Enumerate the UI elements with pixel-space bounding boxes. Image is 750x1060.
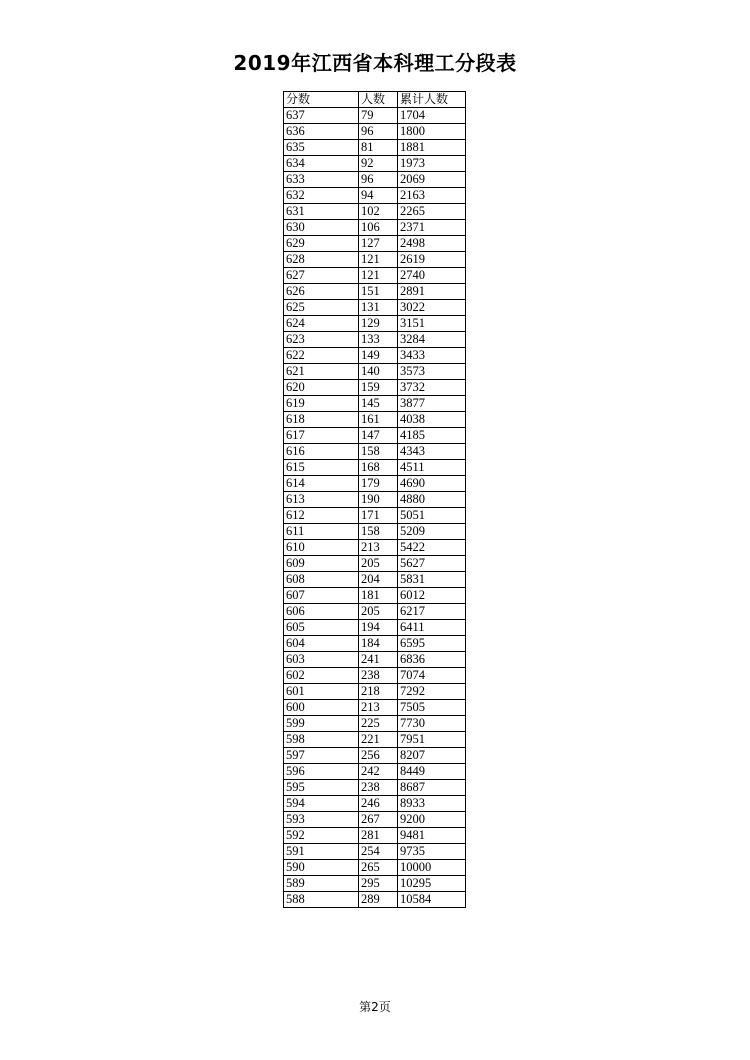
cumulative-cell: 1800 [398,124,466,140]
table-row [284,508,466,524]
cumulative-cell: 6217 [398,604,466,620]
count-cell: 204 [359,572,398,588]
table-row [284,588,466,604]
table-row [284,876,466,892]
cumulative-cell: 8207 [398,748,466,764]
count-cell: 81 [359,140,398,156]
count-cell: 171 [359,508,398,524]
count-cell: 205 [359,556,398,572]
cumulative-cell: 3284 [398,332,466,348]
score-cell: 636 [284,124,359,140]
count-cell: 238 [359,780,398,796]
score-cell: 598 [284,732,359,748]
count-cell: 79 [359,108,398,124]
cumulative-cell: 4185 [398,428,466,444]
table-row [284,108,466,124]
count-cell: 181 [359,588,398,604]
score-cell: 624 [284,316,359,332]
score-cell: 600 [284,700,359,716]
score-cell: 588 [284,892,359,908]
header-cumulative: 累计人数 [398,92,466,108]
count-cell: 205 [359,604,398,620]
cumulative-cell: 2069 [398,172,466,188]
score-cell: 602 [284,668,359,684]
cumulative-cell: 2371 [398,220,466,236]
table-row [284,572,466,588]
cumulative-cell: 6595 [398,636,466,652]
table-row [284,796,466,812]
table-row [284,428,466,444]
score-cell: 637 [284,108,359,124]
count-cell: 242 [359,764,398,780]
cumulative-cell: 9735 [398,844,466,860]
cumulative-cell: 3433 [398,348,466,364]
cumulative-cell: 4343 [398,444,466,460]
table-row [284,780,466,796]
cumulative-cell: 5831 [398,572,466,588]
cumulative-cell: 3022 [398,300,466,316]
count-cell: 121 [359,268,398,284]
score-cell: 607 [284,588,359,604]
table-row [284,828,466,844]
count-cell: 131 [359,300,398,316]
cumulative-cell: 1881 [398,140,466,156]
score-cell: 593 [284,812,359,828]
table-row [284,684,466,700]
table-body [284,108,466,908]
cumulative-cell: 2619 [398,252,466,268]
score-cell: 627 [284,268,359,284]
cumulative-cell: 4511 [398,460,466,476]
table-row [284,316,466,332]
count-cell: 221 [359,732,398,748]
score-cell: 611 [284,524,359,540]
count-cell: 106 [359,220,398,236]
count-cell: 246 [359,796,398,812]
cumulative-cell: 6836 [398,652,466,668]
count-cell: 254 [359,844,398,860]
table-row [284,252,466,268]
cumulative-cell: 8687 [398,780,466,796]
cumulative-cell: 2891 [398,284,466,300]
score-cell: 630 [284,220,359,236]
cumulative-cell: 1973 [398,156,466,172]
score-cell: 595 [284,780,359,796]
cumulative-cell: 5051 [398,508,466,524]
cumulative-cell: 7292 [398,684,466,700]
table-row [284,892,466,908]
count-cell: 102 [359,204,398,220]
table-row [284,364,466,380]
score-cell: 621 [284,364,359,380]
score-distribution-table [283,91,466,908]
cumulative-cell: 3877 [398,396,466,412]
cumulative-cell: 6012 [398,588,466,604]
score-cell: 613 [284,492,359,508]
count-cell: 241 [359,652,398,668]
score-cell: 614 [284,476,359,492]
score-cell: 628 [284,252,359,268]
table-row [284,140,466,156]
cumulative-cell: 4880 [398,492,466,508]
count-cell: 295 [359,876,398,892]
score-cell: 623 [284,332,359,348]
count-cell: 158 [359,444,398,460]
table-row [284,636,466,652]
count-cell: 265 [359,860,398,876]
score-cell: 603 [284,652,359,668]
score-cell: 596 [284,764,359,780]
cumulative-cell: 3732 [398,380,466,396]
table-row [284,204,466,220]
score-cell: 612 [284,508,359,524]
count-cell: 256 [359,748,398,764]
table-row [284,540,466,556]
score-cell: 597 [284,748,359,764]
table-row [284,604,466,620]
cumulative-cell: 3151 [398,316,466,332]
cumulative-cell: 6411 [398,620,466,636]
count-cell: 168 [359,460,398,476]
table-row [284,812,466,828]
table-row [284,236,466,252]
score-cell: 590 [284,860,359,876]
table-row [284,172,466,188]
score-cell: 599 [284,716,359,732]
cumulative-cell: 2740 [398,268,466,284]
table-row [284,700,466,716]
score-cell: 626 [284,284,359,300]
table-row [284,844,466,860]
score-cell: 619 [284,396,359,412]
count-cell: 184 [359,636,398,652]
score-cell: 592 [284,828,359,844]
score-cell: 629 [284,236,359,252]
cumulative-cell: 10295 [398,876,466,892]
count-cell: 96 [359,124,398,140]
table-row [284,332,466,348]
score-cell: 589 [284,876,359,892]
count-cell: 213 [359,540,398,556]
count-cell: 179 [359,476,398,492]
count-cell: 127 [359,236,398,252]
table-header-row [284,92,466,108]
score-cell: 622 [284,348,359,364]
count-cell: 96 [359,172,398,188]
header-score: 分数 [284,92,359,108]
table-row [284,748,466,764]
table-row [284,620,466,636]
cumulative-cell: 9200 [398,812,466,828]
count-cell: 133 [359,332,398,348]
count-cell: 190 [359,492,398,508]
cumulative-cell: 7730 [398,716,466,732]
cumulative-cell: 2163 [398,188,466,204]
table-row [284,652,466,668]
table-row [284,220,466,236]
cumulative-cell: 5209 [398,524,466,540]
cumulative-cell: 3573 [398,364,466,380]
score-cell: 632 [284,188,359,204]
count-cell: 194 [359,620,398,636]
table-row [284,716,466,732]
cumulative-cell: 8449 [398,764,466,780]
score-cell: 631 [284,204,359,220]
table-row [284,284,466,300]
cumulative-cell: 7951 [398,732,466,748]
score-cell: 591 [284,844,359,860]
count-cell: 140 [359,364,398,380]
score-cell: 594 [284,796,359,812]
count-cell: 213 [359,700,398,716]
table-row [284,732,466,748]
table-row [284,268,466,284]
score-cell: 609 [284,556,359,572]
cumulative-cell: 7505 [398,700,466,716]
table-row [284,156,466,172]
cumulative-cell: 1704 [398,108,466,124]
table-row [284,860,466,876]
count-cell: 94 [359,188,398,204]
count-cell: 159 [359,380,398,396]
count-cell: 151 [359,284,398,300]
count-cell: 225 [359,716,398,732]
table-row [284,396,466,412]
header-count: 人数 [359,92,398,108]
cumulative-cell: 10584 [398,892,466,908]
score-cell: 618 [284,412,359,428]
score-cell: 604 [284,636,359,652]
score-cell: 634 [284,156,359,172]
score-cell: 606 [284,604,359,620]
cumulative-cell: 10000 [398,860,466,876]
page-number: 第2页 [359,1000,391,1014]
count-cell: 238 [359,668,398,684]
table-row [284,412,466,428]
score-cell: 610 [284,540,359,556]
score-cell: 605 [284,620,359,636]
cumulative-cell: 2498 [398,236,466,252]
score-cell: 635 [284,140,359,156]
table-row [284,380,466,396]
count-cell: 129 [359,316,398,332]
score-cell: 617 [284,428,359,444]
table-row [284,460,466,476]
table-row [284,476,466,492]
table-row [284,444,466,460]
count-cell: 161 [359,412,398,428]
table-row [284,556,466,572]
table-row [284,124,466,140]
score-cell: 620 [284,380,359,396]
score-cell: 633 [284,172,359,188]
count-cell: 281 [359,828,398,844]
score-cell: 601 [284,684,359,700]
count-cell: 218 [359,684,398,700]
cumulative-cell: 7074 [398,668,466,684]
cumulative-cell: 2265 [398,204,466,220]
count-cell: 289 [359,892,398,908]
count-cell: 267 [359,812,398,828]
table-row [284,492,466,508]
count-cell: 147 [359,428,398,444]
count-cell: 158 [359,524,398,540]
count-cell: 121 [359,252,398,268]
page-title: 2019年江西省本科理工分段表 [233,51,517,75]
cumulative-cell: 5422 [398,540,466,556]
count-cell: 145 [359,396,398,412]
score-cell: 615 [284,460,359,476]
cumulative-cell: 4038 [398,412,466,428]
table-row [284,188,466,204]
table-row [284,524,466,540]
score-cell: 608 [284,572,359,588]
table-row [284,300,466,316]
score-cell: 616 [284,444,359,460]
score-cell: 625 [284,300,359,316]
table-row [284,348,466,364]
table-row [284,668,466,684]
cumulative-cell: 8933 [398,796,466,812]
cumulative-cell: 5627 [398,556,466,572]
cumulative-cell: 4690 [398,476,466,492]
cumulative-cell: 9481 [398,828,466,844]
table-row [284,764,466,780]
count-cell: 149 [359,348,398,364]
count-cell: 92 [359,156,398,172]
